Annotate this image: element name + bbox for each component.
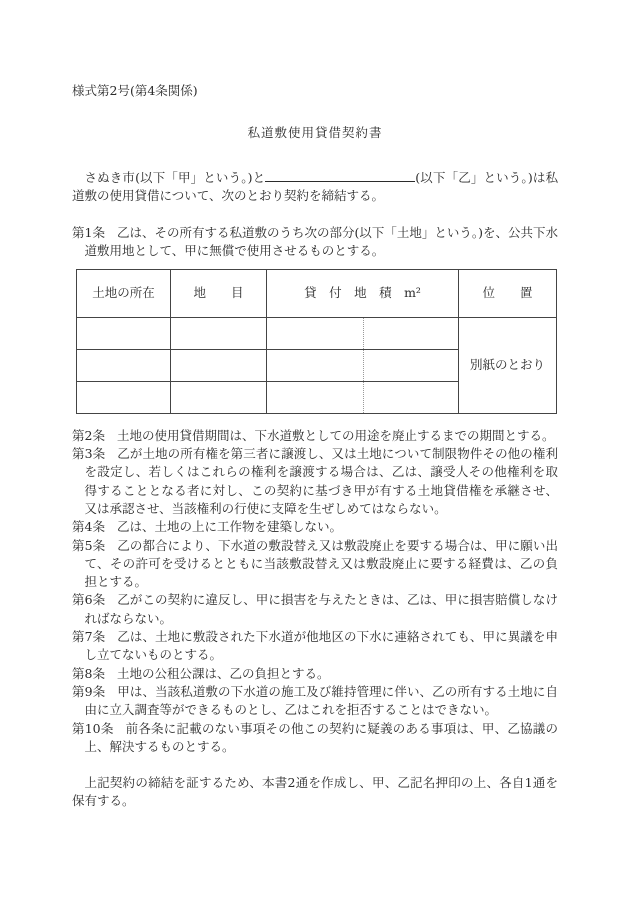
article-7 bbox=[72, 628, 558, 665]
party-b-name-blank bbox=[265, 169, 415, 182]
closing-paragraph: 上記契約の締結を証するため、本書2通を作成し、甲、乙記名押印の上、各自1通を保有する。 bbox=[72, 775, 558, 809]
article-2 bbox=[72, 427, 558, 445]
article-2-text: 土地の使用貸借期間は、下水道敷としての用途を廃止するまでの期間とする。 bbox=[116, 427, 555, 443]
col-header-land-category: 地 目 bbox=[171, 269, 267, 317]
article-10 bbox=[72, 720, 558, 757]
cell-category-empty bbox=[171, 381, 267, 413]
cell-area-empty bbox=[267, 381, 459, 413]
col-header-leased-area: 貸 付 地 積 m² bbox=[267, 269, 459, 317]
opening-paragraph bbox=[72, 169, 558, 206]
article-10-label: 第10条 bbox=[72, 720, 114, 736]
col-header-position: 位 置 bbox=[459, 269, 557, 317]
article-1-text: 乙は、その所有する私道敷のうち次の部分(以下「土地」という。)を、公共下水道敷用地として、甲に無償で使用させるものとする。 bbox=[84, 225, 559, 259]
article-6-label: 第6条 bbox=[72, 592, 106, 608]
cell-area-empty bbox=[267, 349, 459, 381]
cell-category-empty bbox=[171, 317, 267, 349]
article-9-text: 甲は、当該私道敷の下水道の施工及び維持管理に伴い、乙の所有する土地に自由に立入調査等ができるものとし、乙はこれを拒否することはできない。 bbox=[84, 683, 558, 718]
article-5 bbox=[72, 537, 558, 592]
document-title: 私道敷使用貸借契約書 bbox=[247, 125, 383, 141]
article-4 bbox=[72, 518, 558, 536]
article-9-label: 第9条 bbox=[72, 683, 106, 699]
article-3 bbox=[72, 445, 558, 518]
article-5-label: 第5条 bbox=[72, 537, 106, 553]
article-9 bbox=[72, 683, 558, 720]
article-5-text: 乙の都合により、下水道の敷設替え又は敷設廃止を要する場合は、甲に願い出て、その許可を受けるとともに当該敷設替え又は敷設廃止に要する経費は、乙の負担とする。 bbox=[84, 537, 558, 590]
article-4-text: 乙は、土地の上に工作物を建築しない。 bbox=[116, 519, 342, 535]
land-table bbox=[76, 269, 557, 414]
article-3-label: 第3条 bbox=[72, 446, 106, 462]
article-8-text: 土地の公租公課は、乙の負担とする。 bbox=[116, 665, 330, 681]
articles-block bbox=[72, 427, 558, 756]
article-8-label: 第8条 bbox=[72, 665, 105, 681]
article-4-label: 第4条 bbox=[72, 519, 105, 535]
cell-location-empty bbox=[77, 349, 171, 381]
form-number: 様式第2号(第4条関係) bbox=[72, 83, 198, 98]
col-header-land-location: 土地の所在 bbox=[77, 269, 171, 317]
article-3-text: 乙が土地の所有権を第三者に譲渡し、又は土地について制限物件その他の権利を設定し、若しくはこれらの権利を譲渡する場合は、乙は、譲受人その他権利を取得することとなる者に対し、この契約に基づき甲が有する土地貸借権を承継させ、又は承認させ、当該権利の行使に支障を生ぜしめてはならない。 bbox=[84, 446, 558, 516]
land-table-row bbox=[77, 317, 557, 349]
cell-location-empty bbox=[77, 317, 171, 349]
article-6-text: 乙がこの契約に違反し、甲に損害を与えたときは、乙は、甲に損害賠償しなければならない。 bbox=[84, 592, 558, 626]
cell-category-empty bbox=[171, 349, 267, 381]
land-table-header-row bbox=[77, 269, 557, 317]
opening-text-after-blank: (以下「乙」という。)は私道敷の使用貸借について、次のとおり契約を締結する。 bbox=[72, 169, 558, 203]
cell-area-empty bbox=[267, 317, 459, 349]
opening-text-before-blank: さぬき市(以下「甲」という。)と bbox=[84, 169, 266, 185]
article-2-label: 第2条 bbox=[72, 427, 105, 443]
article-8 bbox=[72, 665, 558, 683]
article-6 bbox=[72, 591, 558, 628]
article-1 bbox=[72, 224, 558, 261]
article-1-label: 第1条 bbox=[72, 225, 105, 241]
article-7-label: 第7条 bbox=[72, 629, 106, 645]
cell-position-value: 別紙のとおり bbox=[459, 317, 557, 413]
article-7-text: 乙は、土地に敷設された下水道が他地区の下水に連絡されても、甲に異議を申し立てないものとする。 bbox=[84, 629, 558, 663]
cell-location-empty bbox=[77, 381, 171, 413]
article-10-text: 前各条に記載のない事項その他この契約に疑義のある事項は、甲、乙協議の上、解決するものとする。 bbox=[84, 720, 559, 754]
